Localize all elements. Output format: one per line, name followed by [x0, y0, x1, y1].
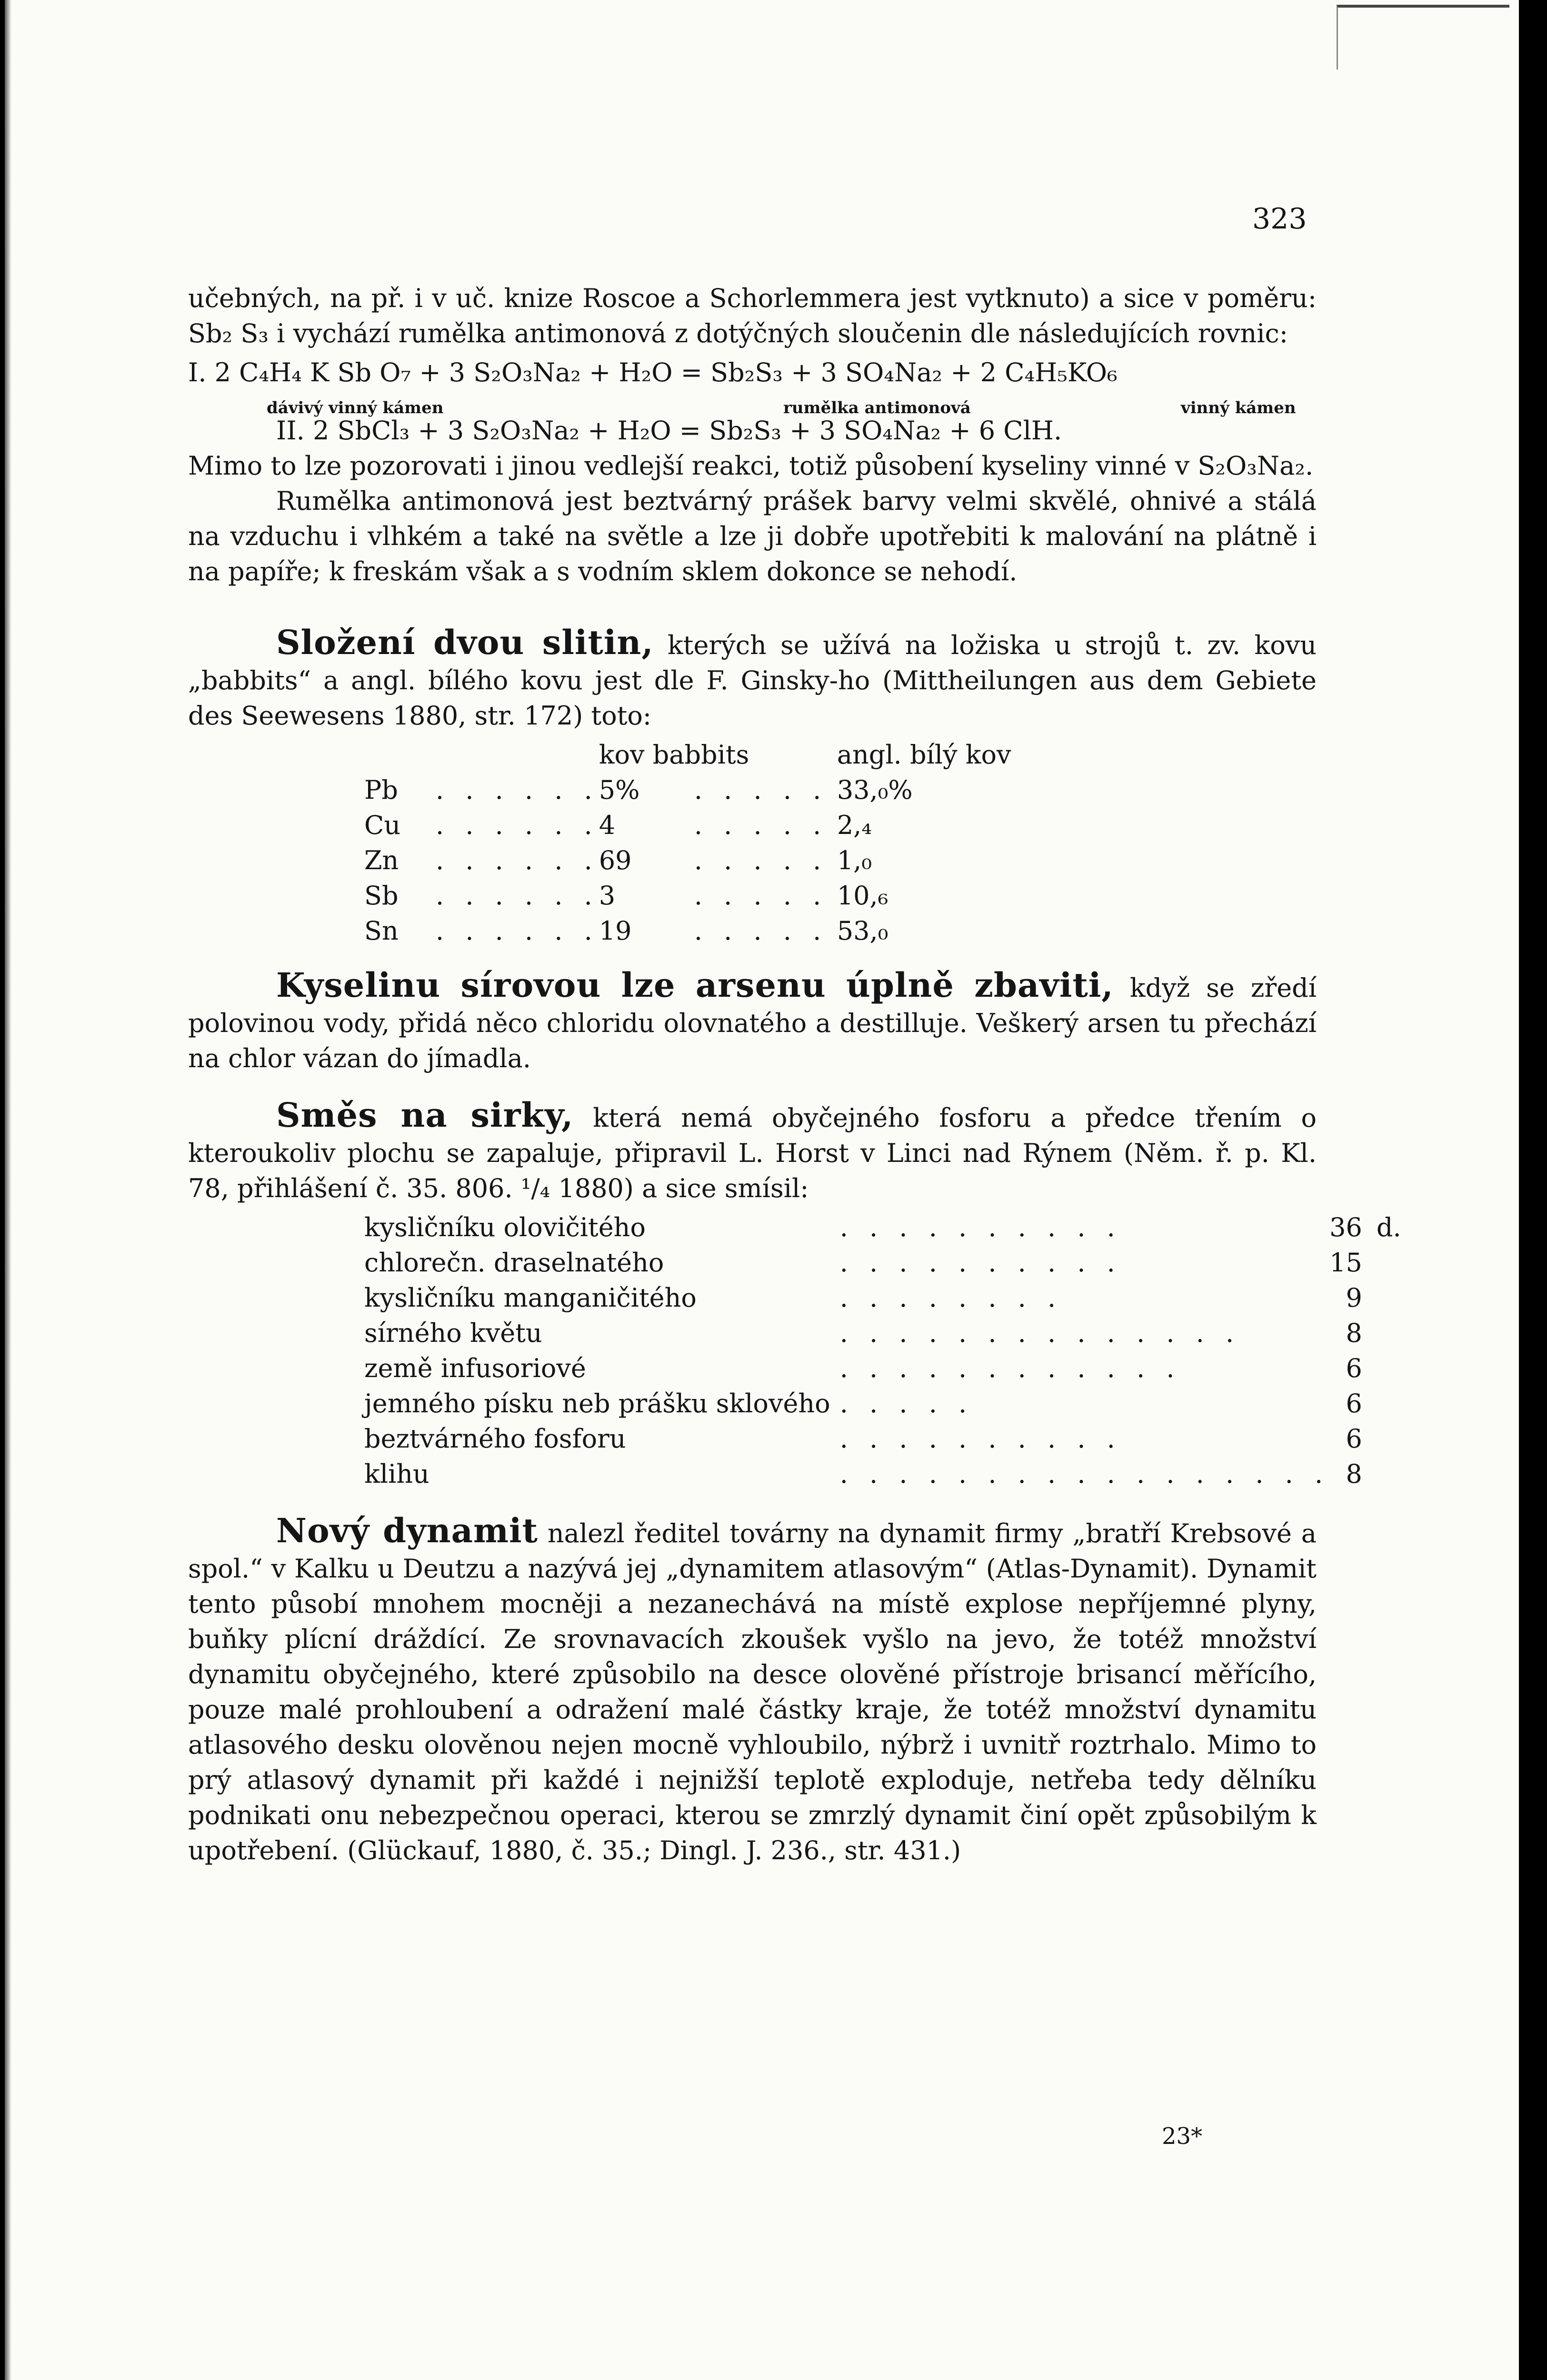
signature-mark: 23* [1162, 2123, 1203, 2150]
white-metal-value: 10,₆ [837, 881, 888, 911]
element-symbol: Zn [364, 845, 399, 875]
spacer [188, 1492, 1317, 1513]
leader-dots: . . . . . . . . [839, 1283, 1063, 1313]
ingredient-name: beztvárného fosforu [364, 1424, 626, 1454]
ingredient-unit [1362, 1386, 1401, 1421]
col-header-white-metal: angl. bílý kov [837, 740, 1011, 770]
table-row [364, 773, 1011, 808]
ingredient-amount: 15 [1329, 1248, 1362, 1278]
babbits-value: 69 [599, 845, 632, 875]
dynamite-paragraph [188, 1513, 1317, 1868]
spacer [188, 1076, 1317, 1098]
page-number: 323 [1252, 202, 1307, 236]
table-row [364, 843, 1011, 878]
equation-1: I. 2 C₄H₄ K Sb O₇ + 3 S₂O₃Na₂ + H₂O = Sb₂S₃ + 3 SO₄Na₂ + 2 C₄H₅KO₆ [188, 357, 1118, 387]
alloy-header-row [364, 737, 1011, 773]
white-metal-value: 53,₀ [837, 916, 888, 946]
page-edge-shadow [5, 0, 11, 2380]
side-reaction-paragraph: Mimo to lze pozorovati i jinou vedlejší reakci, totiž působení kyseliny vinné v S₂O₃Na₂. [188, 451, 1314, 481]
white-metal-value: 2,₄ [837, 810, 872, 840]
dynamite-text: nalezl ředitel továrny na dynamit firmy „bratří Krebsové a spol.“ v Kalku u Deutzu a nazývá jej „dynamitem atlasovým“ (Atlas-Dynamit). Dynamit tento působí mnohem mocněji a nezanechává na místě explose nepříjemné plyny, buňky plícní dráždící. Ze srovnavacích zkoušek vyšlo na jevo, že totéž množství dynamitu obyčejného, které způsobilo na desce olověné přístroje brisancí měřícího, pouze malé prohloubení a odražení malé částky kraje, že totéž množství dynamitu atlasového desku olověnou nejen mocně vyhloubilo, nýbrž i uvnitř roztrhalo. Mimo to prý atlasový dynamit při každé i nejnižší teplotě exploduje, netřeba tedy dělníku podnikati onu nebezpečnou operaci, kterou se zmrzlý dynamit činí opět způsobilým k upotřebení. (Glückauf, 1880, č. 35.; Dingl. J. 236., str. 431.) [188, 1518, 1317, 1865]
leader-dots: . . . . . . . . . . . . [839, 1353, 1181, 1383]
table-row [364, 1280, 1401, 1316]
ingredient-unit [1362, 1280, 1401, 1316]
leader-dots: . . . . . . [436, 775, 599, 805]
babbits-value: 4 [599, 810, 616, 840]
acid-text: když se zředí polovinou vody, přidá něco chloridu olovnatého a destilluje. Veškerý arsen tu přechází na chlor vázan do jímadla. [188, 973, 1317, 1073]
ingredient-amount: 6 [1346, 1424, 1362, 1454]
ingredient-name: země infusoriové [364, 1353, 586, 1383]
ingredient-name: kysličníku manganičitého [364, 1283, 697, 1313]
ingredient-unit [1362, 1245, 1401, 1280]
leader-dots: . . . . . . [436, 845, 599, 875]
corner-mark [1337, 5, 1509, 69]
intro-paragraph: učebných, na př. i v uč. knize Roscoe a Schorlemmera jest vytknuto) a sice v poměru: Sb₂ S₃ i vychází rumělka antimonová z dotýčných sloučenin dle následujících rovnic: [188, 283, 1317, 348]
table-row [364, 1421, 1401, 1457]
babbits-value: 19 [599, 916, 632, 946]
ingredient-unit [1362, 1316, 1401, 1351]
matches-text: která nemá obyčejného fosforu a předce třením o kteroukoliv plochu se zapaluje, připravil L. Horst v Linci nad Rýnem (Něm. ř. p. Kl. 78, přihlášení č. 35. 806. ¹/₄ 1880) a sice smísil: [188, 1103, 1317, 1203]
leader-dots: . . . . . . [436, 916, 599, 946]
table-row [364, 878, 1011, 913]
leader-dots: . . . . . . . . . . [839, 1424, 1122, 1454]
book-page [5, 0, 1519, 2380]
table-row [364, 1351, 1401, 1386]
element-symbol: Sn [364, 916, 399, 946]
leader-dots: . . . . . [694, 775, 828, 805]
label-vinny-kamen: vinný kámen [1181, 398, 1296, 417]
label-rumelka-antimonova: rumělka antimonová [783, 398, 971, 417]
element-symbol: Cu [364, 810, 401, 840]
ingredient-unit: d. [1376, 1212, 1401, 1242]
table-row [364, 913, 1011, 949]
leader-dots: . . . . . . . . . . [839, 1212, 1122, 1242]
ingredient-amount: 8 [1346, 1318, 1362, 1348]
acid-heading: Kyselinu sírovou lze arsenu úplně zbaviti, [276, 965, 1114, 1005]
element-symbol: Pb [364, 775, 398, 805]
leader-dots: . . . . . [694, 845, 828, 875]
ingredient-name: klihu [364, 1459, 429, 1489]
ingredient-unit [1362, 1457, 1401, 1492]
ingredient-amount: 6 [1346, 1353, 1362, 1383]
table-row [364, 1245, 1401, 1280]
label-davivy-vinny-kamen: dávivý vinný kámen [267, 398, 444, 417]
alloy-paragraph [188, 625, 1317, 734]
table-row [364, 1210, 1401, 1245]
table-row [364, 1457, 1401, 1492]
alloy-text: kterých se užívá na ložiska u strojů t. zv. kovu „babbits“ a angl. bílého kovu jest dle F. Ginsky-ho (Mittheilungen aus dem Gebiete des Seewesens 1880, str. 172) toto: [188, 630, 1317, 731]
ingredient-name: chlorečn. draselnatého [364, 1248, 664, 1278]
page-content [188, 281, 1401, 1868]
ingredient-amount: 6 [1346, 1388, 1362, 1418]
ingredient-unit [1362, 1351, 1401, 1386]
leader-dots: . . . . . [694, 916, 828, 946]
matches-paragraph [188, 1095, 1317, 1206]
babbits-value: 3 [599, 881, 616, 911]
ingredient-amount: 8 [1346, 1459, 1362, 1489]
white-metal-value: 33,₀% [837, 775, 913, 805]
ingredient-amount: 36 [1329, 1212, 1362, 1242]
table-row [364, 1316, 1401, 1351]
leader-dots: . . . . . [839, 1388, 974, 1418]
dynamite-heading: Nový dynamit [276, 1511, 538, 1550]
leader-dots: . . . . . . . . . . . . . . [839, 1318, 1241, 1348]
white-metal-value: 1,₀ [837, 845, 872, 875]
pigment-paragraph: Rumělka antimonová jest beztvárný prášek barvy velmi skvělé, ohnivé a stálá na vzduchu i vlhkém a také na světle a lze ji dobře upotřebiti k malování na plátně i na papíře; k freskám však a s vodním sklem dokonce se nehodí. [188, 486, 1317, 586]
ingredient-name: jemného písku neb prášku sklového [364, 1388, 830, 1418]
ingredient-unit [1362, 1421, 1401, 1457]
ingredient-amount: 9 [1346, 1283, 1362, 1313]
spacer [188, 589, 1317, 625]
alloy-heading: Složení dvou slitin, [276, 623, 654, 662]
table-row [364, 808, 1011, 843]
table-row [364, 1386, 1401, 1421]
alloy-table [364, 737, 1011, 949]
leader-dots: . . . . . . [436, 810, 599, 840]
leader-dots: . . . . . . . . . . . . . . . . . [839, 1459, 1330, 1489]
equation-2: II. 2 SbCl₃ + 3 S₂O₃Na₂ + H₂O = Sb₂S₃ + 3 SO₄Na₂ + 6 ClH. [276, 416, 1062, 446]
equation-1-labels [188, 390, 1317, 417]
leader-dots: . . . . . . [436, 881, 599, 911]
leader-dots: . . . . . [694, 810, 828, 840]
spacer [188, 949, 1317, 968]
col-header-babbits: kov babbits [599, 740, 749, 770]
recipe-table [364, 1210, 1401, 1492]
ingredient-name: sírného květu [364, 1318, 542, 1348]
babbits-value: 5% [599, 775, 640, 805]
element-symbol: Sb [364, 881, 399, 911]
matches-heading: Směs na sirky, [276, 1095, 574, 1135]
acid-paragraph [188, 965, 1317, 1076]
ingredient-name: kysličníku olovičitého [364, 1212, 646, 1242]
leader-dots: . . . . . [694, 881, 828, 911]
leader-dots: . . . . . . . . . . [839, 1248, 1122, 1278]
